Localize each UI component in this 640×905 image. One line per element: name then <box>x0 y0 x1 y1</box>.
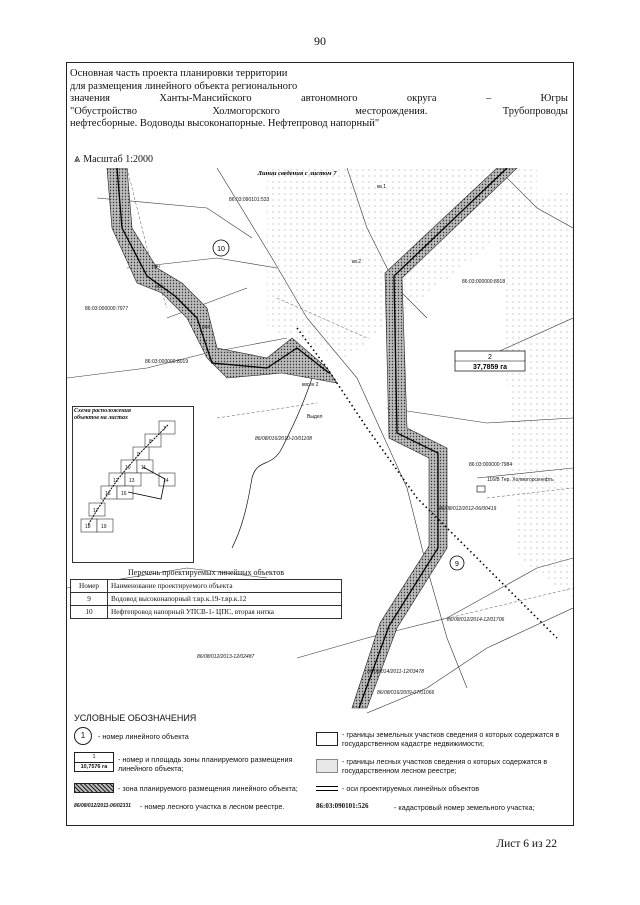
title-word: Трубопроводы <box>502 105 568 117</box>
page-number: 90 <box>314 34 326 48</box>
legend-land-border-symbol <box>316 732 338 746</box>
legend-axis-symbol <box>316 786 338 791</box>
title-word: значения <box>70 93 111 104</box>
forest-label: 86/08/016/2009-07/01066 <box>377 690 435 696</box>
title-line-5: нефтесборные. Водоводы высоконапорные. Нефтепровод напорный" <box>70 118 380 129</box>
legend-zone-num: 1 <box>75 753 113 763</box>
legend-title: УСЛОВНЫЕ ОБОЗНАЧЕНИЯ <box>74 713 197 723</box>
table-row <box>71 593 342 606</box>
legend-forest-number: - номер лесного участка в лесном реестре. <box>140 802 285 811</box>
title-word: Холмогорского <box>212 105 280 117</box>
scheme-sheet-num: 16 <box>121 491 127 497</box>
title-line-1: Основная часть проекта планировки территории <box>70 68 288 79</box>
title-word: – <box>485 93 492 104</box>
table-header-cell: Наименование проектируемого объекта <box>108 580 342 593</box>
scheme-sheet-num: 7 <box>163 426 166 432</box>
legend-object-number: - номер линейного объекта <box>98 732 189 741</box>
objects-table-grid <box>70 579 342 619</box>
title-line-4 <box>70 106 568 119</box>
zone-badge-area: 37,7859 га <box>472 364 508 371</box>
objects-table <box>70 566 342 619</box>
scheme-sheet-num: 13 <box>129 478 135 484</box>
marker-label: 9 <box>455 561 459 568</box>
area-label: раз <box>202 324 210 330</box>
forest-label: 86/08/014/2011-12/03478 <box>367 669 424 675</box>
scheme-sheet-num: 10 <box>125 465 131 471</box>
forest-label: 86/08/016/2010-10/01108 <box>255 436 312 442</box>
scheme-sheet-num: 14 <box>163 478 169 484</box>
legend-forest-border-symbol <box>316 759 338 773</box>
table-header-cell: Номер <box>71 580 108 593</box>
legend-cadastral-number: - кадастровый номер земельного участка; <box>394 803 535 812</box>
object-marker-10 <box>213 240 229 256</box>
legend-zone-number-area: - номер и площадь зоны планируемого размещения линейного объекта; <box>118 755 293 773</box>
cadastral-label: 86:03:090101:533 <box>229 197 270 203</box>
cadastral-label: 86:03:000000:7977 <box>85 306 129 312</box>
legend-axes: - оси проектируемых линейных объектов <box>342 784 480 793</box>
scheme-sheet-num: 12 <box>113 478 119 484</box>
forest-area <box>497 188 573 598</box>
table-cell: Нефтепровод напорный УПСВ-1- ЦПС, вторая нитка <box>108 606 342 619</box>
zone-badge <box>455 351 525 371</box>
quarter-label: кв.1 <box>377 184 387 190</box>
legend-forest-borders: - границы лесных участков сведения о которых содержатся в государственном лесном реестре; <box>342 757 548 775</box>
legend-zone-area: 10,7576 га <box>80 764 108 770</box>
scheme-sheet-num: 9 <box>137 452 140 458</box>
sheet-scheme-drawing <box>73 407 193 562</box>
scheme-sheet-num: 17 <box>93 508 99 514</box>
title-word: Югры <box>540 93 568 104</box>
title-line-2: для размещения линейного объекта регионального <box>70 80 298 92</box>
object-marker-9 <box>450 556 464 570</box>
forest-label: 86/08/012/2014-12/01706 <box>447 617 505 623</box>
title-word: округа <box>406 93 437 104</box>
forest-label: 86/08/012/2012-06/00419 <box>439 506 497 512</box>
scheme-sheet-num: 19 <box>101 524 107 530</box>
cadastral-label: 86:03:000000:7984 <box>469 462 513 468</box>
scheme-sheet-num: 15 <box>105 491 111 497</box>
forest-label: Выдел <box>307 414 323 420</box>
table-row <box>71 606 342 619</box>
title-word: "Обустройство <box>70 105 137 117</box>
facility-label: 116/В Тер. Холмогорскнефть <box>487 477 554 483</box>
marker-label: 10 <box>217 246 225 253</box>
legend-hatch-symbol <box>74 783 114 793</box>
area-label: пвч <box>152 264 160 270</box>
table-cell: 9 <box>71 593 108 606</box>
objects-table-caption: Перечень проектируемых линейных объектов <box>128 568 284 577</box>
north-arrow-icon: ⩓ <box>74 153 81 165</box>
stream-line <box>232 378 312 548</box>
title-word: Ханты-Мансийского <box>159 93 252 104</box>
table-cell: Водовод высоконапорный т.вр.к.19-т.вр.к.12 <box>108 593 342 606</box>
sheet-scheme-inset <box>72 406 194 563</box>
sheet-join-label: Линии сведения с листом 7 <box>257 170 337 177</box>
title-word: месторождения. <box>355 105 428 117</box>
table-header-row <box>71 580 342 593</box>
quarter-label: квсек 2 <box>302 382 319 388</box>
table-cell: 10 <box>71 606 108 619</box>
title-word: автономного <box>301 93 358 104</box>
title-line-3 <box>70 93 568 106</box>
legend-forest-sample: 86/08/012/2011-06/02331 <box>74 803 131 809</box>
cadastral-label: 86:03:000000:8019 <box>145 359 189 365</box>
legend-land-borders: - границы земельных участков сведения о которых содержатся в государственном кадастре недвижимости; <box>342 730 560 748</box>
scheme-sheet-num: 11 <box>141 465 147 471</box>
quarter-label: кв.2 <box>352 259 362 265</box>
legend-zone-badge-symbol <box>74 752 114 772</box>
zone-badge-number: 2 <box>488 354 492 361</box>
scheme-sheet-num: 18 <box>85 524 91 530</box>
legend-cadastral-sample: 86:03:090101:526 <box>316 802 369 810</box>
scheme-sheet-num: 8 <box>149 439 152 445</box>
sheet-label: Лист 6 из 22 <box>496 838 557 850</box>
forest-label: 86/08/012/2013-12/02487 <box>197 654 255 660</box>
scale-label <box>74 153 153 166</box>
scheme-title: Схема расположения объектов на листах <box>74 408 131 421</box>
area-label: оба <box>155 284 164 290</box>
cadastral-label: 86:03:000000:8918 <box>462 279 506 285</box>
legend-marker-symbol: 1 <box>74 727 92 745</box>
document-title <box>70 68 568 131</box>
facility-icon <box>477 486 485 492</box>
legend-zone-hatch: - зона планируемого размещения линейного объекта; <box>118 784 298 793</box>
scale-text: Масштаб 1:2000 <box>83 154 153 165</box>
